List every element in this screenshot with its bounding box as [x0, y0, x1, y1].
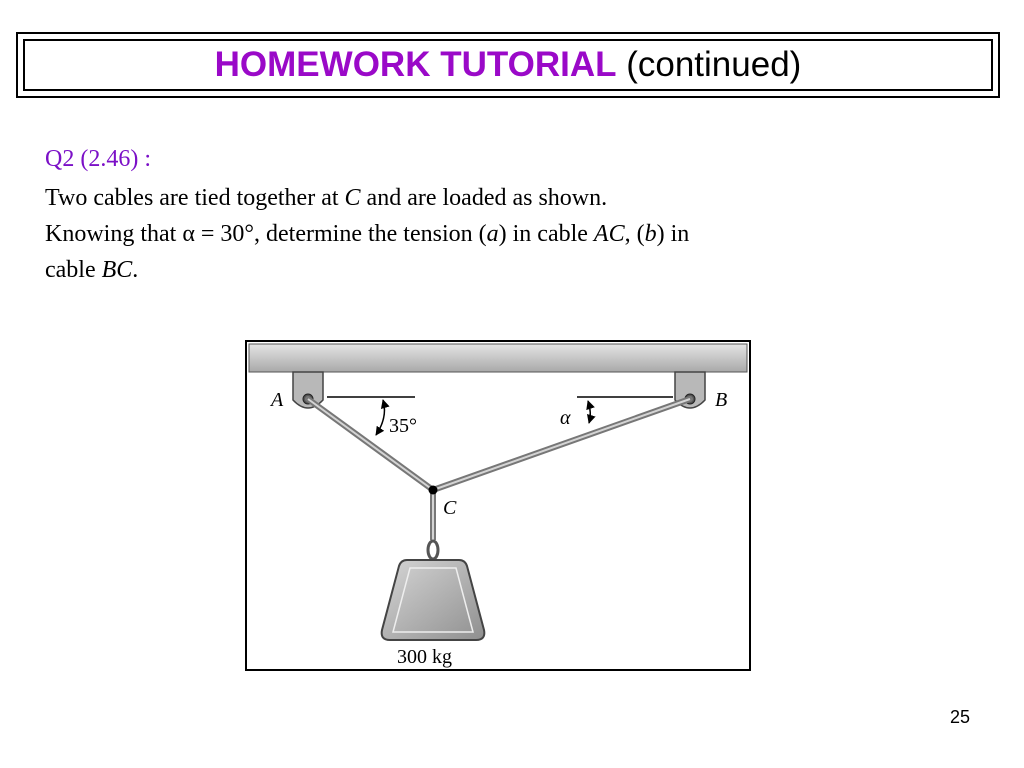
label-b: B [715, 389, 728, 411]
problem-figure [245, 340, 751, 671]
question-third-line: cable BC. [45, 257, 139, 283]
question-text [45, 180, 985, 288]
mass-block [382, 560, 485, 640]
label-c: C [443, 497, 457, 519]
joint-c [429, 486, 438, 495]
label-35: 35° [389, 415, 417, 437]
title-rest: (continued) [626, 45, 802, 84]
angle-arrow-alpha [588, 401, 590, 423]
question-label: Q2 (2.46) : [45, 146, 151, 172]
question-second-line: Knowing that α = 30°, determine the tension (a) in cable AC, (b) in [45, 221, 690, 247]
cable-diagram [247, 342, 749, 669]
title-frame [16, 32, 1000, 98]
label-load: 300 kg [397, 646, 452, 668]
slide-title [18, 42, 998, 88]
angle-arrow-35 [376, 400, 384, 435]
label-alpha: α [560, 407, 571, 429]
title-bold: HOMEWORK TUTORIAL [214, 45, 617, 84]
slide-number: 25 [949, 707, 970, 727]
label-a: A [271, 389, 284, 411]
question-first-line: Two cables are tied together at C and are loaded as shown. [45, 185, 608, 211]
ceiling-beam [249, 344, 747, 372]
